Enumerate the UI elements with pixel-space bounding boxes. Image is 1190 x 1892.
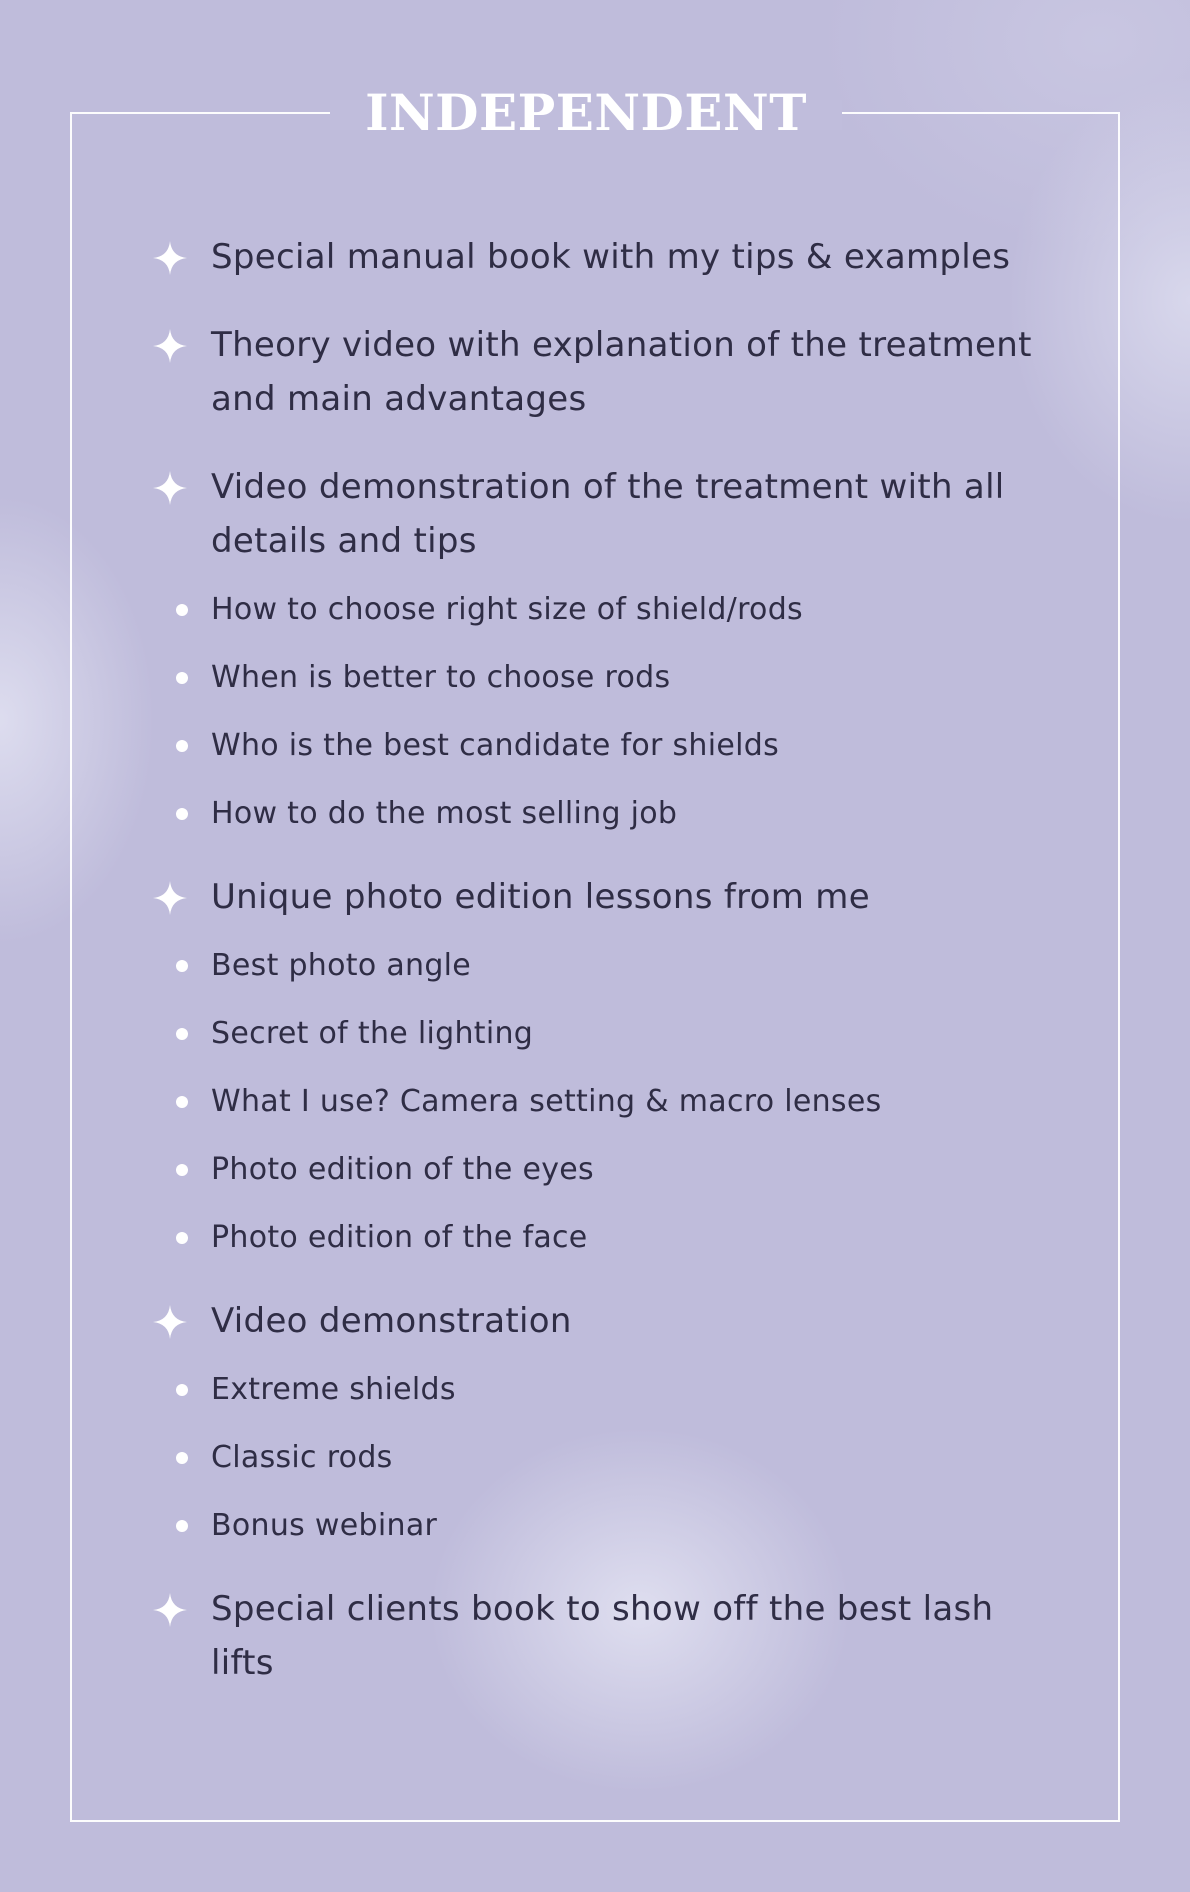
list-item <box>152 1294 1052 1548</box>
list-item-text: Theory video with explanation of the treatment and main advantages <box>152 318 1052 426</box>
bullet-icon <box>176 1096 188 1108</box>
bullet-icon <box>176 1164 188 1176</box>
feature-list <box>152 230 1052 1724</box>
sub-list-item: Photo edition of the eyes <box>152 1148 1052 1192</box>
list-item-text: Special manual book with my tips & examples <box>152 230 1052 284</box>
page-title: INDEPENDENT <box>365 83 807 142</box>
list-item <box>152 870 1052 1260</box>
bullet-icon <box>176 1384 188 1396</box>
list-item <box>152 230 1052 284</box>
sparkle-icon <box>152 328 188 364</box>
sparkle-icon <box>152 1592 188 1628</box>
bullet-icon <box>176 1520 188 1532</box>
sparkle-icon <box>152 240 188 276</box>
sub-list-item: Extreme shields <box>152 1368 1052 1412</box>
sub-list-item: Best photo angle <box>152 944 1052 988</box>
sub-list <box>152 1368 1052 1548</box>
sparkle-icon <box>152 470 188 506</box>
sub-list-item: When is better to choose rods <box>152 656 1052 700</box>
list-item-text: Unique photo edition lessons from me <box>152 870 1052 924</box>
sub-list-item: How to do the most selling job <box>152 792 1052 836</box>
sub-list-item: How to choose right size of shield/rods <box>152 588 1052 632</box>
bullet-icon <box>176 1232 188 1244</box>
bullet-icon <box>176 1452 188 1464</box>
sub-list <box>152 944 1052 1260</box>
sparkle-icon <box>152 1304 188 1340</box>
list-item <box>152 318 1052 426</box>
list-item-text: Video demonstration <box>152 1294 1052 1348</box>
bullet-icon <box>176 960 188 972</box>
sub-list <box>152 588 1052 836</box>
sparkle-icon <box>152 880 188 916</box>
bullet-icon <box>176 1028 188 1040</box>
sub-list-item: Who is the best candidate for shields <box>152 724 1052 768</box>
sub-list-item: What I use? Camera setting & macro lenses <box>152 1080 1052 1124</box>
bullet-icon <box>176 672 188 684</box>
sub-list-item: Secret of the lighting <box>152 1012 1052 1056</box>
list-item-text: Video demonstration of the treatment with all details and tips <box>152 460 1052 568</box>
sub-list-item: Photo edition of the face <box>152 1216 1052 1260</box>
sub-list-item: Bonus webinar <box>152 1504 1052 1548</box>
list-item-text: Special clients book to show off the best lash lifts <box>152 1582 1052 1690</box>
bullet-icon <box>176 808 188 820</box>
list-item <box>152 460 1052 836</box>
sub-list-item: Classic rods <box>152 1436 1052 1480</box>
bullet-icon <box>176 604 188 616</box>
bullet-icon <box>176 740 188 752</box>
list-item <box>152 1582 1052 1690</box>
